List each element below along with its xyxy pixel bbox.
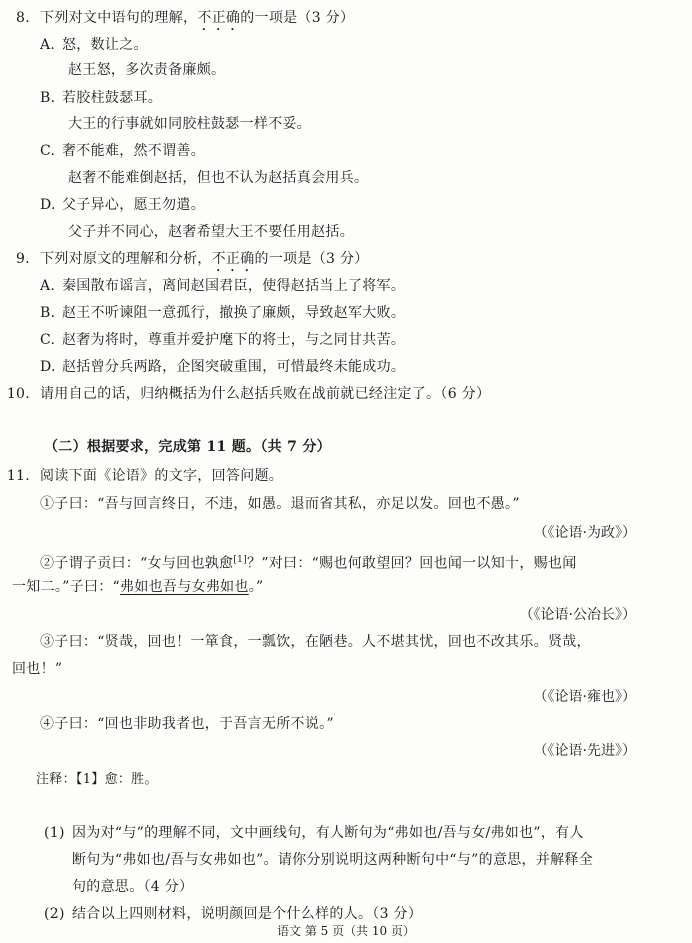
q9-option-a: A. 秦国散布谣言，离间赵国君臣，使得赵括当上了将军。 (40, 278, 406, 294)
emphasis-not-correct: 不正确 (211, 251, 255, 267)
passage-4-source: （《论语·先进》） (533, 743, 636, 759)
q9-option-d: D. 赵括曾分兵两路，企图突破重围，可惜最终未能成功。 (40, 359, 406, 375)
q8-number: 8. (16, 10, 30, 26)
footnote-marker: [1] (233, 555, 248, 565)
annotation: 注释：【1】愈：胜。 (36, 772, 158, 787)
passage-4: ④子曰：“回也非助我者也，于吾言无所不说。” (40, 716, 334, 732)
emphasis-not-correct: 不正确 (197, 10, 241, 26)
passage-3-source: （《论语·雍也》） (533, 689, 636, 705)
passage-2-source: （《论语·公冶长》） (519, 607, 636, 623)
passage-2-line-1: ②子谓子贡曰：“女与回也孰愈[1]？”对曰：“赐也何敢望回？回也闻一以知十，赐也闻 (40, 555, 577, 572)
passage-3-line-2: 回也！” (12, 661, 63, 677)
passage-2-line-2: 一知二。”子曰：“弗如也吾与女弗如也。” (12, 579, 264, 595)
q8-option-d: D. 父子异心，愿王勿遣。 (40, 197, 205, 213)
passage-3-line-1: ③子曰：“贤哉，回也！一箪食，一瓢饮，在陋巷。人不堪其忧，回也不改其乐。贤哉， (40, 634, 591, 650)
section-2-title: （二）根据要求，完成第 11 题。（共 7 分） (44, 439, 331, 455)
sub-question-2: (2) 结合以上四则材料，说明颜回是个什么样的人。（3 分） (44, 906, 423, 922)
q8-option-c-explain: 赵奢不能难倒赵括，但也不认为赵括真会用兵。 (68, 170, 369, 186)
sub-question-1-line-1: (1) 因为对“与”的理解不同，文中画线句，有人断句为“弗如也/吾与女/弗如也”，有人 (44, 825, 584, 841)
q8-option-a-explain: 赵王怒，多次责备廉颇。 (68, 62, 226, 78)
q8-option-d-explain: 父子并不同心，赵奢希望大王不要任用赵括。 (68, 224, 354, 240)
sub-question-1-line-3: 句的意思。（4 分） (72, 879, 194, 895)
q9-option-b: B. 赵王不听谏阻一意孤行，撤换了廉颇，导致赵军大败。 (40, 305, 406, 321)
q11-number: 11. (6, 468, 30, 484)
q9-option-c: C. 赵奢为将时，尊重并爱护麾下的将士，与之同甘共苦。 (40, 332, 406, 348)
underlined-sentence: 弗如也吾与女弗如也 (120, 579, 249, 595)
q8-option-c: C. 奢不能难，然不谓善。 (40, 143, 205, 159)
q8-option-a: A. 怒，数让之。 (40, 37, 148, 53)
q8-option-b: B. 若胶柱鼓瑟耳。 (40, 90, 163, 106)
q9-number: 9. (16, 251, 30, 267)
passage-1-source: （《论语·为政》） (533, 525, 636, 541)
q10-text: 请用自己的话，归纳概括为什么赵括兵败在战前就已经注定了。（6 分） (40, 386, 491, 402)
page-footer: 语文 第 5 页（共 10 页） (277, 924, 415, 938)
sub-question-1-line-2: 断句为“弗如也/吾与女弗如也”。请你分别说明这两种断句中“与”的意思，并解释全 (72, 852, 594, 868)
q8-option-b-explain: 大王的行事就如同胶柱鼓瑟一样不妥。 (68, 116, 312, 132)
passage-1: ①子曰：“吾与回言终日，不违，如愚。退而省其私，亦足以发。回也不愚。” (40, 496, 520, 512)
q10-number: 10. (6, 386, 30, 402)
